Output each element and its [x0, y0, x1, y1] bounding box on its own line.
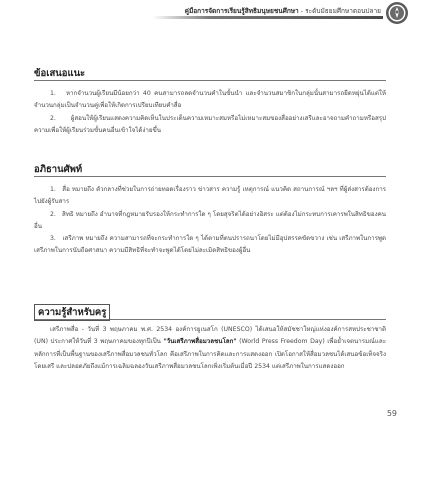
- header-title-text: คู่มือการจัดการเรียนรู้สิทธิมนุษยชนศึกษา: [184, 7, 299, 15]
- glossary-heading: [34, 164, 386, 177]
- glossary-body: [34, 184, 386, 258]
- glossary-item: 3. เสรีภาพ หมายถึง ความสามารถที่จะกระทำการใด ๆ ได้ตามที่ตนปรารถนาโดยไม่มีอุปสรรคขัดขวาง เช่น เสรีภาพในการพูด เสรีภาพในการนับถือศาสนา ความมีสิทธิที่จะทำจะพูดได้โดยไม่ละเมิดสิทธิของผู้อื่น: [34, 235, 386, 255]
- suggestions-body: [34, 88, 386, 137]
- suggestions-heading: [34, 68, 386, 81]
- header-rule: [152, 16, 383, 19]
- page-number: 59: [386, 409, 397, 418]
- page-header: [0, 0, 427, 34]
- teacher-knowledge-body: [34, 324, 386, 373]
- glossary-item: 2. สิทธิ หมายถึง อำนาจที่กฎหมายรับรองให้กระทำการใด ๆ โดยสุจริตได้อย่างอิสระ แต่ต้องไม่กระทบการเคารพในสิทธิของคนอื่น: [34, 210, 387, 230]
- suggestions-heading-label: ข้อเสนอแนะ: [34, 68, 86, 79]
- glossary-item: 1. สื่อ หมายถึง ตัวกลางที่ช่วยในการถ่ายทอดเรื่องราว ข่าวสาร ความรู้ เหตุการณ์ แนวคิด สถานการณ์ ฯลฯ ที่ผู้ส่งสารต้องการไปยังผู้รับสาร: [34, 186, 386, 206]
- teacher-knowledge-heading: [34, 307, 386, 320]
- suggestion-item: 2. ผู้สอนให้ผู้เรียนแสดงความคิดเห็นในประเด็นความเหมาะสมหรือไม่เหมาะสมของสื่ออย่างเสรีและอาจถามคำถามหรือสรุปความเพื่อให้ผู้เรียนร่วมขั้นคนอื่นเข้าใจได้ง่ายขึ้น: [34, 114, 386, 134]
- teacher-knowledge-heading-label: ความรู้สำหรับครู: [34, 304, 110, 321]
- teacher-knowledge-paragraph: เสรีภาพสื่อ - วันที่ 3 พฤษภาคม พ.ศ. 2534 องค์การยูเนสโก (UNESCO) ได้เสนอให้สมัชชาใหญ่แห่งองค์การสหประชาชาติ (UN) ประกาศให้วันที่ 3 พฤษภาคมของทุกปีเป็น "วันเสรีภาพสื่อมวลชนโลก" (World Press Freedom Day) เพื่อย้ำเจตนารมณ์และหลักการที่เป็นพื้นฐานของเสรีภาพสื่อมวลชนทั่วโลก คือเสรีภาพในการคิดและการแสดงออก เปิดโอกาสให้สื่อมวลชนได้เสนอข้อเท็จจริงโดยเสรี และปลอดภัยถึงแม้การเฉลิมฉลองวันเสรีภาพสื่อมวลชนโลกเพิ่งเริ่มต้นเมื่อปี 2534 แต่เสรีภาพในการแสดงออก: [34, 326, 387, 370]
- header-subtitle: - ระดับมัธยมศึกษาตอนปลาย: [298, 7, 381, 15]
- emphasis-text: "วันเสรีภาพสื่อมวลชนโลก": [163, 338, 237, 346]
- emblem-logo-icon: [385, 1, 409, 25]
- suggestion-item: 1. หากจำนวนผู้เรียนมีน้อยกว่า 40 คนสามารถลดจำนวนคำในขั้นนำ และจำนวนสมาชิกในกลุ่มนั้นสามารถยืดหยุ่นได้แต่ให้จำนวนกลุ่มเป็นจำนวนคู่เพื่อให้เกิดการเปรียบเทียบคำสื่อ: [34, 90, 386, 110]
- glossary-heading-label: อภิธานศัพท์: [34, 164, 83, 175]
- header-title: [185, 6, 381, 16]
